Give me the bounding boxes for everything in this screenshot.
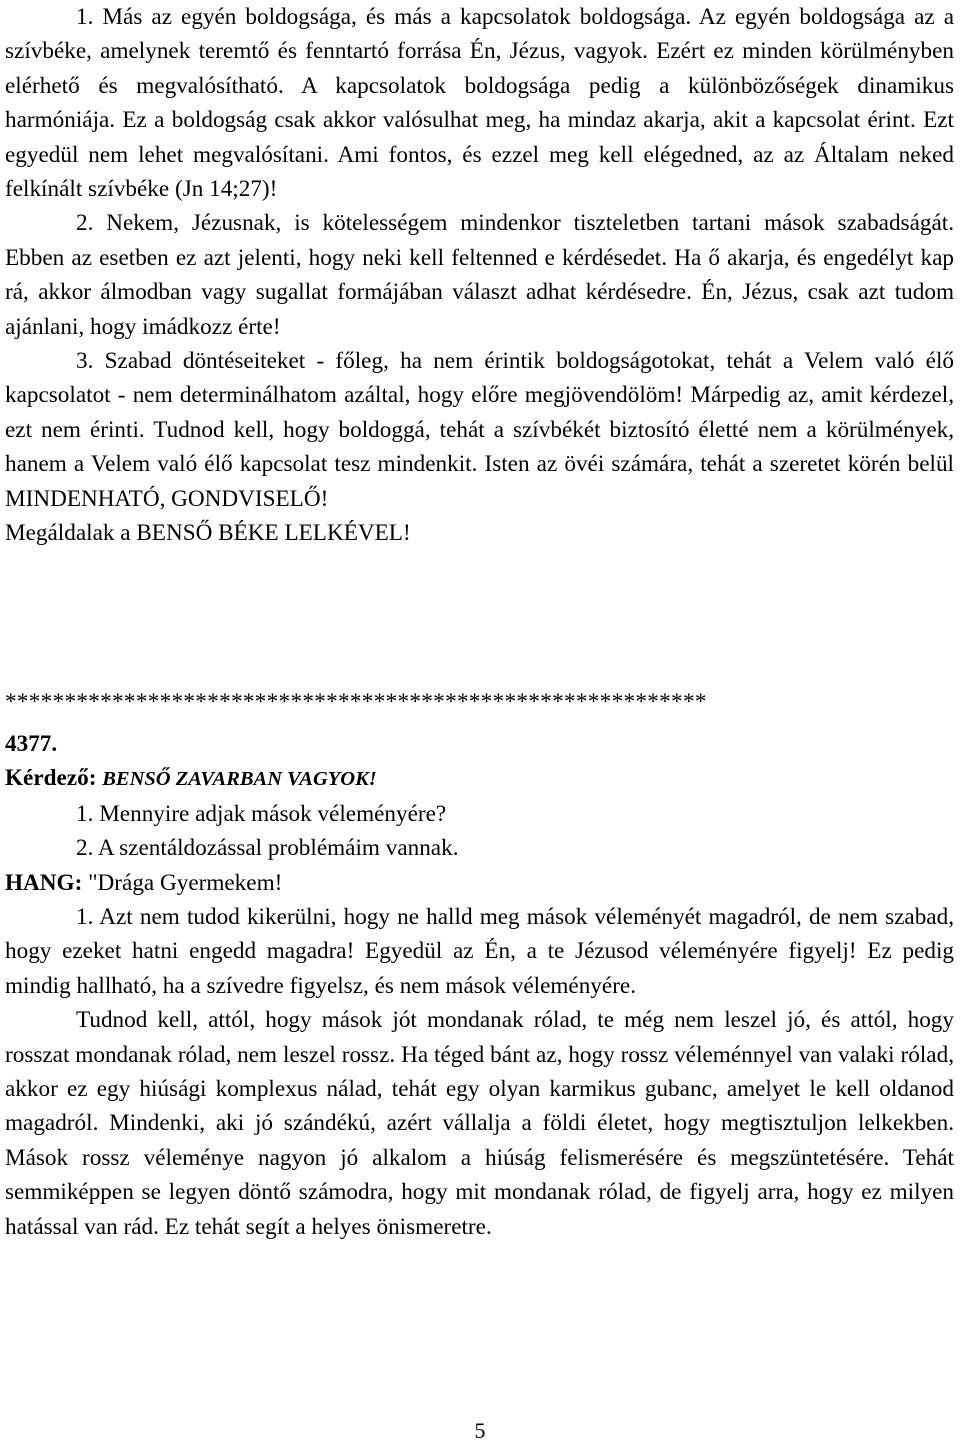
- asker-line: [5, 761, 954, 796]
- message-number: 4377.: [5, 731, 58, 757]
- answer-1: 1. Azt nem tudod kikerülni, hogy ne halld meg mások véleményét magadról, de nem szabad, hogy ezeket hatni engedd magadra! Egyedül az Én, a te Jézusod véleményére figyelj! Ez pedig mindig hallható, ha a szívedre figyelsz, és nem mások véleményére.: [5, 904, 954, 999]
- question-1: 1. Mennyire adjak mások véleményére?: [76, 800, 447, 827]
- answer-section-previous: [5, 0, 954, 551]
- answer-1-continued: Tudnod kell, attól, hogy mások jót mondanak rólad, te még nem leszel jó, és attól, hogy rosszat mondanak rólad, nem leszel rossz. Ha téged bánt az, hogy rossz véleménnyel van valaki rólad, akkor ez egy hiúsági komplexus nálad, tehát egy olyan karmikus gubanc, amelyet le kell oldanod magadról. Mindenki, aki jó szándékú, azért vállalja a földi életet, hogy megtisztuljon lelkekben. Mások rossz véleménye nagyon jó alkalom a hiúság felismerésére és megszüntetésére. Tehát semmiképpen se legyen döntő számodra, hogy mit mondanak rólad, de figyelj arra, hogy ez milyen hatással van rád. Ez tehát segít a helyes önismeretre.: [5, 1007, 954, 1240]
- separator-line: ***********************************************************: [5, 689, 707, 715]
- voice-line: [5, 866, 954, 900]
- voice-label: HANG:: [5, 869, 83, 896]
- paragraph-1: 1. Más az egyén boldogsága, és más a kapcsolatok boldogsága. Az egyén boldogsága az a szívbéke, amelynek teremtő és fenntartó forrása Én, Jézus, vagyok. Ezért ez minden körülményben elérhető és megvalósítható. A kapcsolatok boldogsága pedig a különbözőségek dinamikus harmóniája. Ez a boldogság csak akkor valósulhat meg, ha mindaz akarja, akit a kapcsolat érint. Ezt egyedül nem lehet megvalósítani. Ami fontos, és ezzel meg kell elégedned, az az Általam neked felkínált szívbéke (Jn 14;27)!: [5, 4, 954, 203]
- blessing-line: Megáldalak a BENSŐ BÉKE LELKÉVEL!: [5, 520, 411, 547]
- page-number: 5: [474, 1418, 486, 1443]
- question-2: 2. A szentáldozással problémáim vannak.: [76, 835, 459, 862]
- message-section: [5, 727, 954, 1244]
- paragraph-3: 3. Szabad döntéseiteket - főleg, ha nem érintik boldogságotokat, tehát a Velem való élő kapcsolatot - nem determinálhatom azáltal, hogy előre megjövendölöm! Márpedig az, amit kérdezel, ezt nem érinti. Tudnod kell, hogy boldoggá, tehát a szívbékét biztosító életté nem a körülmények, hanem a Velem való élő kapcsolat tesz mindenkit. Isten az övéi számára, tehát a szeretet körén belül MINDENHATÓ, GONDVISELŐ!: [5, 348, 954, 512]
- question-subject: BENSŐ ZAVARBAN VAGYOK!: [102, 768, 377, 791]
- paragraph-2: 2. Nekem, Jézusnak, is kötelességem mindenkor tiszteletben tartani mások szabadságát. Ebben az esetben ez azt jelenti, hogy neki kell feltenned e kérdésedet. Ha ő akarja, és engedélyt kap rá, akkor álmodban vagy sugallat formájában választ adhat kérdésedre. Én, Jézus, csak azt tudom ajánlani, hogy imádkozz érte!: [5, 210, 954, 340]
- asker-label: Kérdező:: [5, 765, 97, 792]
- greeting: "Drága Gyermekem!: [88, 869, 283, 896]
